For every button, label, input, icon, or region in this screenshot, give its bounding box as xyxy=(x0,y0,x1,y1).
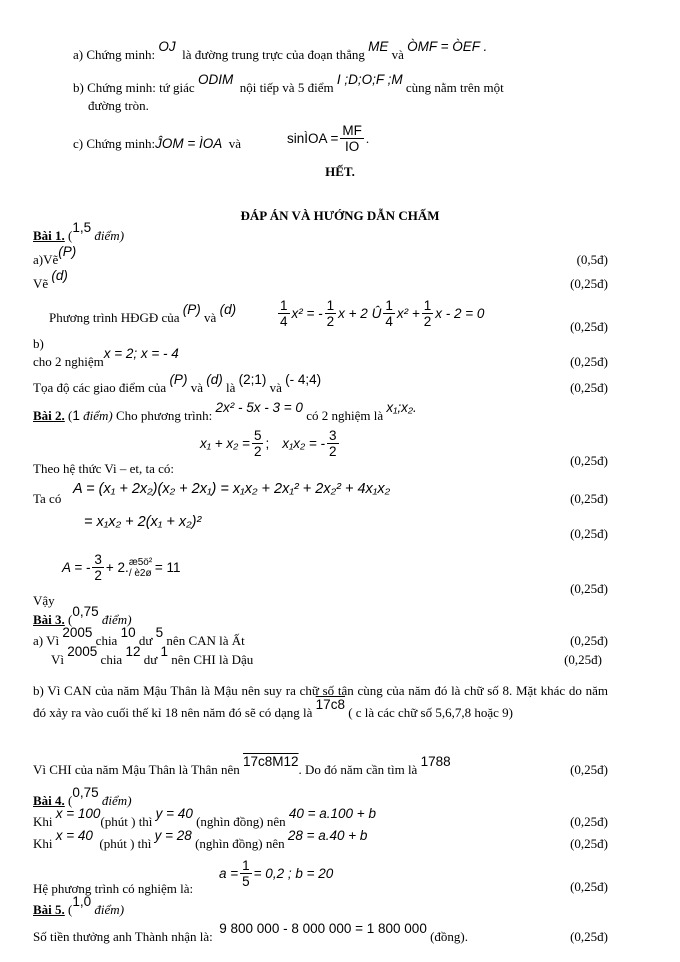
text: ( xyxy=(68,408,73,423)
points: 1,5 xyxy=(72,220,92,235)
text: a) Vì xyxy=(33,633,60,648)
bai1-solutions xyxy=(33,346,179,370)
problem-b-line2 xyxy=(88,98,149,114)
text: chia xyxy=(95,633,118,648)
bai2-vieta xyxy=(200,428,341,459)
fraction xyxy=(278,298,290,329)
text: dư xyxy=(143,652,158,667)
text: chia xyxy=(100,652,123,667)
math: x₁;x₂. xyxy=(386,400,417,415)
math: a = xyxy=(219,866,239,881)
score: (0,25đ) xyxy=(570,581,608,596)
end-marker: HẾT. xyxy=(325,164,355,179)
math: 2005 xyxy=(62,625,93,640)
math: æ5ö² / è2ø xyxy=(128,556,153,579)
math: 2005 xyxy=(67,644,98,659)
numerator: 1 xyxy=(242,858,250,873)
math: (d) xyxy=(51,268,68,283)
math: (P) xyxy=(169,372,188,387)
bai4-line2 xyxy=(33,828,368,852)
bai4-system-text: Hệ phương trình có nghiệm là: xyxy=(33,881,194,896)
text: là xyxy=(225,380,236,395)
section-label: Bài 5. xyxy=(33,902,65,917)
text: Số tiền thưởng anh Thành nhận là: xyxy=(33,929,213,944)
math: (2;1) xyxy=(238,372,267,387)
math: (d) xyxy=(206,372,223,387)
math: = 11 xyxy=(154,560,181,575)
math: 12 xyxy=(125,644,141,659)
text: b) Chứng minh: tứ giác xyxy=(73,80,195,95)
text: ( xyxy=(68,612,73,627)
text: điểm) xyxy=(101,612,132,627)
score: (0,25đ) xyxy=(570,879,608,894)
math: 1 xyxy=(160,644,169,659)
denominator: 4 xyxy=(280,314,288,329)
math: ODIM xyxy=(197,72,234,87)
numerator: 1 xyxy=(326,298,335,313)
text: và xyxy=(391,47,404,62)
section-label: Bài 2. xyxy=(33,408,65,423)
numerator: MF xyxy=(342,123,362,138)
text: đường tròn. xyxy=(88,98,149,113)
text: Vẽ xyxy=(33,276,49,291)
score: (0,25đ) xyxy=(570,814,608,829)
problem-c xyxy=(73,136,241,152)
text: (nghìn đồng) nên xyxy=(195,836,285,851)
text: Khi xyxy=(33,836,53,851)
text: điểm) xyxy=(94,228,125,243)
denominator: 5 xyxy=(242,874,250,889)
denominator: 2 xyxy=(423,314,432,329)
problem-c-sin xyxy=(287,123,369,154)
fraction xyxy=(383,298,395,329)
score: (0,25đ) xyxy=(570,380,608,395)
math: x = 40 xyxy=(55,828,93,843)
math: x² = - xyxy=(291,306,323,321)
text: a)Vẽ xyxy=(33,252,59,267)
bai4-system-solution xyxy=(219,858,333,889)
text: (phút ) thì xyxy=(99,836,152,851)
score: (0,25đ) xyxy=(570,633,608,648)
score: (0,25đ) xyxy=(570,836,608,851)
math: OJ xyxy=(158,39,176,54)
points: 0,75 xyxy=(72,785,99,800)
score: (0,25đ) xyxy=(570,319,608,334)
math: 17c8M12 xyxy=(243,754,299,769)
math: ĴOM = ÌOA xyxy=(155,136,223,151)
math: x = 2; x = - 4 xyxy=(103,346,179,361)
bai2-vieta-text: Theo hệ thức Vi – et, ta có: xyxy=(33,461,175,476)
denominator: 2 xyxy=(329,444,337,459)
denominator: 2 xyxy=(326,314,335,329)
bai1-points xyxy=(33,372,322,396)
text: c) Chứng minh: xyxy=(73,136,156,151)
text: điểm) xyxy=(94,902,125,917)
bai5-line xyxy=(33,921,468,945)
problem-a xyxy=(73,39,488,63)
math: (P) xyxy=(182,302,201,317)
math: ME xyxy=(368,39,389,54)
math: ; xyxy=(265,436,270,451)
text: ( xyxy=(68,793,73,808)
denominator: 2 xyxy=(94,568,102,583)
bai2-header xyxy=(33,400,417,424)
denominator: IO xyxy=(345,139,360,154)
section-label: Bài 4. xyxy=(33,793,65,808)
text: điểm) xyxy=(83,408,113,423)
fraction xyxy=(252,428,264,459)
math: (P) xyxy=(58,244,77,259)
math: sinÌOA = xyxy=(287,131,339,146)
text: điểm) xyxy=(101,793,132,808)
text: . xyxy=(365,131,370,146)
text: cùng nằm trên một xyxy=(405,80,504,95)
score: (0,25đ) xyxy=(570,276,608,291)
text: nội tiếp và 5 điểm xyxy=(239,80,334,95)
math: 40 = a.100 + b xyxy=(288,806,376,821)
math: x² + xyxy=(396,306,420,321)
section-label: Bài 1. xyxy=(33,228,65,243)
math: (d) xyxy=(219,302,237,317)
numerator: 3 xyxy=(94,552,102,567)
math: 10 xyxy=(120,625,136,640)
text: . Do đó năm cần tìm là xyxy=(298,762,418,777)
bai1-line2 xyxy=(33,268,68,292)
bai2-A-line2: = x₁x₂ + 2(x₁ + x₂)² xyxy=(84,514,202,530)
text: ( xyxy=(68,902,73,917)
text: nên CAN là Ất xyxy=(166,633,245,648)
bai1-equation-line xyxy=(49,302,237,326)
fraction xyxy=(92,552,104,583)
denominator: 2 xyxy=(253,444,262,459)
numerator: 5 xyxy=(253,428,262,443)
text: a) Chứng minh: xyxy=(73,47,156,62)
score: (0,25đ) xyxy=(570,929,608,944)
score: (0,5đ) xyxy=(576,252,608,267)
text: và xyxy=(269,380,282,395)
text: Vì xyxy=(51,652,64,667)
fraction xyxy=(422,298,434,329)
math: 28 = a.40 + b xyxy=(287,828,368,843)
text: (nghìn đồng) nên xyxy=(196,814,286,829)
denominator: 4 xyxy=(385,314,393,329)
math: A = - xyxy=(62,560,91,575)
score: (0,25đ) xyxy=(570,491,608,506)
text: b) Vì CAN của năm Mậu Thân là Mậu nên suy ra chữ số tận cùng của năm đó là chữ số 8. Mặt khác do năm đó xảy ra vào cuối thế kỉ 18 nên năm đó sẽ có dạng là xyxy=(33,683,608,720)
math: x₁ + x₂ = xyxy=(200,436,250,451)
fraction xyxy=(325,298,337,329)
bai2-taco: Ta có xyxy=(33,491,62,506)
fraction xyxy=(240,858,252,889)
numerator: 1 xyxy=(423,298,432,313)
bai2-A-line3 xyxy=(62,552,180,583)
bai3-b-paragraph xyxy=(33,680,608,724)
fraction xyxy=(327,428,339,459)
text: là đường trung trực của đoạn thẳng xyxy=(182,47,365,62)
bai1-equation xyxy=(276,298,484,329)
bai5-header xyxy=(33,894,125,918)
math: = 0,2 ; b = 20 xyxy=(253,866,334,881)
numerator: 1 xyxy=(280,298,288,313)
text: Khi xyxy=(33,814,53,829)
bai2-vay: Vậy xyxy=(33,593,55,608)
math: 1788 xyxy=(420,754,451,769)
fraction xyxy=(340,123,364,154)
points: 1,0 xyxy=(72,894,92,909)
bai1-header xyxy=(33,220,125,244)
text: Vì CHI của năm Mậu Thân là Thân nên xyxy=(33,762,240,777)
math: y = 28 xyxy=(154,828,192,843)
math: x = 100 xyxy=(55,806,101,821)
math: x - 2 = 0 xyxy=(435,306,485,321)
points: 0,75 xyxy=(72,604,99,619)
math: (- 4;4) xyxy=(285,372,322,387)
answer-title: ĐÁP ÁN VÀ HƯỚNG DẪN CHẤM xyxy=(240,208,440,223)
text: ( xyxy=(68,228,73,243)
text: Tọa độ các giao điểm của xyxy=(33,380,167,395)
text: (đồng). xyxy=(430,929,468,944)
math: I ;D;O;F ;M xyxy=(336,72,403,87)
math: x₁x₂ = - xyxy=(282,436,326,451)
text: (phút ) thì xyxy=(100,814,153,829)
score: (0,25đ) xyxy=(570,762,608,777)
bai1-line1 xyxy=(33,244,77,268)
numerator: 1 xyxy=(385,298,393,313)
bai3-a2 xyxy=(51,644,254,668)
text: ( c là các chữ số 5,6,7,8 hoặc 9) xyxy=(348,705,513,720)
score: (0,25đ) xyxy=(570,354,608,369)
math: ÒMF = ÒEF . xyxy=(407,39,488,54)
points: 1 xyxy=(72,408,80,423)
problem-b xyxy=(73,72,504,96)
text: Cho phương trình: xyxy=(116,408,213,423)
text: và xyxy=(190,380,203,395)
text: cho 2 nghiệm xyxy=(33,354,104,369)
score: (0,25đ) xyxy=(570,526,608,541)
score: (0,25đ) xyxy=(564,652,602,667)
text: có 2 nghiệm là xyxy=(306,408,384,423)
bai2-A-line1: A = (x₁ + 2x₂)(x₂ + 2x₁) = x₁x₂ + 2x₁² + 2x₂² + 4x₁x₂ xyxy=(73,481,391,497)
text: Phương trình HĐGĐ của xyxy=(49,310,180,325)
math: 2x² - 5x - 3 = 0 xyxy=(215,400,303,415)
text: và xyxy=(204,310,217,325)
bai3-b2 xyxy=(33,754,451,778)
bai1-b: b) xyxy=(33,336,44,351)
section-label: Bài 3. xyxy=(33,612,65,627)
numerator: 3 xyxy=(329,428,337,443)
text: nên CHI là Dậu xyxy=(171,652,254,667)
text: dư xyxy=(138,633,153,648)
math: 17c8 xyxy=(315,697,345,712)
score: (0,25đ) xyxy=(570,453,608,468)
math: 9 800 000 - 8 000 000 = 1 800 000 xyxy=(219,921,427,936)
math: y = 40 xyxy=(155,806,193,821)
math: + 2. xyxy=(105,560,129,575)
math: x + 2 Û xyxy=(338,306,382,321)
math: 5 xyxy=(155,625,164,640)
text: và xyxy=(228,136,242,151)
